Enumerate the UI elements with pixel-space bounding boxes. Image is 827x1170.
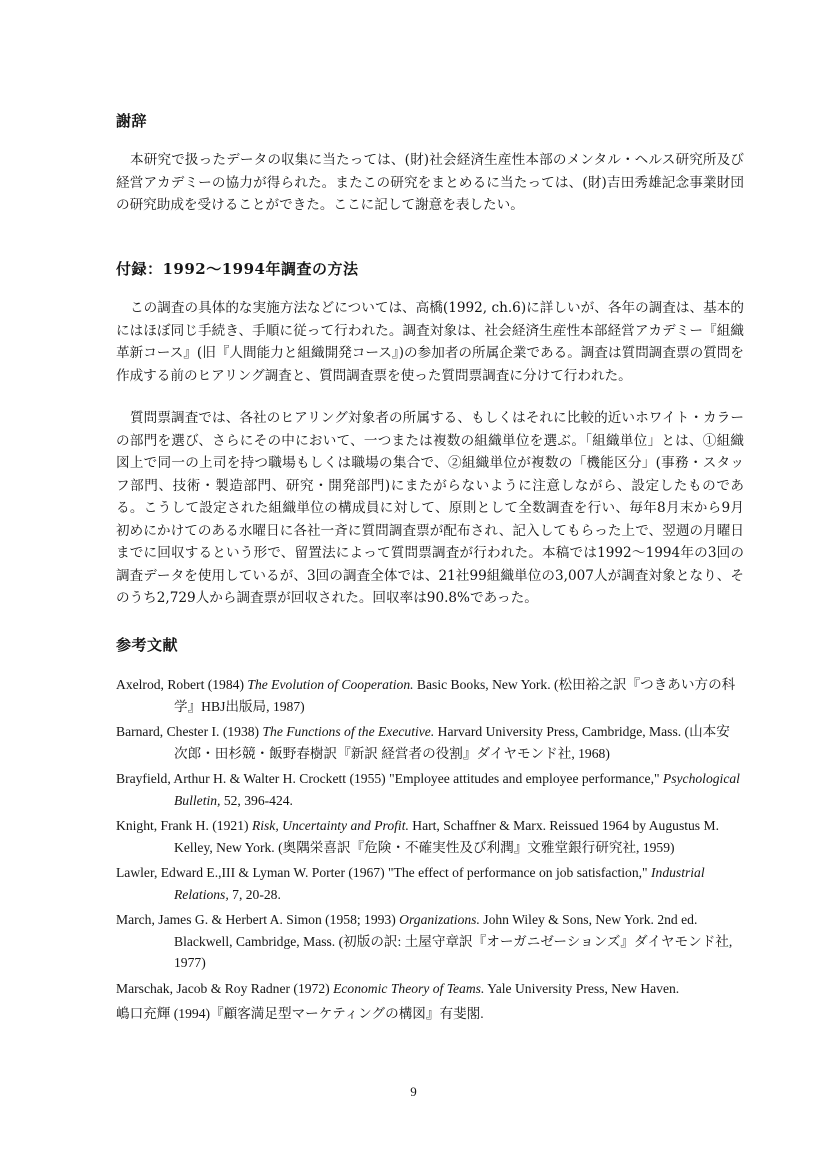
reference-text: 嶋口充輝 (1994)『顧客満足型マーケティングの構図』有斐閣. (116, 1006, 484, 1021)
reference-text: Marschak, Jacob & Roy Radner (1972) (116, 980, 334, 996)
reference-text: Lawler, Edward E.,III & Lyman W. Porter (1967) "The effect of performance on job satisfaction," (116, 865, 651, 880)
appendix-paragraph-1: この調査の具体的な実施方法などについては、高橋(1992, ch.6)に詳しいが、各年の調査は、基本的にはほぼ同じ手続き、手順に従って行われた。調査対象は、社会経済生産性本部経営アカデミー『組織革新コース』(旧『人間能力と組織開発コース』)の参加者の所属企業である。調査は質問調査票の質問を作成する前のヒアリング調査と、質問調査票を使った質問票調査に分けて行われた。 (116, 300, 744, 384)
reference-item (116, 721, 742, 764)
reference-text: Brayfield, Arthur H. & Walter H. Crockett (1955) "Employee attitudes and employee performance," (116, 771, 663, 786)
reference-item (116, 815, 742, 858)
reference-title: The Evolution of Cooperation. (247, 677, 414, 692)
appendix-paragraph-2: 質問票調査では、各社のヒアリング対象者の所属する、もしくはそれに比較的近いホワイト・カラーの部門を選び、さらにその中において、一つまたは複数の組織単位を選ぶ。「組織単位」とは、①組織図上で同一の上司を持つ職場もしくは職場の集合で、②組織単位が複数の「機能区分」(事務・スタッフ部門、技術・製造部門、研究・開発部門)にまたがらないように注意しながら、設定したものである。こうして設定された組織単位の構成員に対して、原則として全数調査を行い、毎年8月末から9月初めにかけてのある水曜日に各社一斉に質問調査票が配布され、記入してもらった上で、翌週の月曜日までに回収するという形で、留置法によって質問票調査が行われた。本稿では1992〜1994年の3回の調査データを使用しているが、3回の調査全体では、21社99組織単位の3,007人が調査対象となり、そのうち2,729人から調査票が回収された。回収率は90.8%であった。 (116, 410, 744, 606)
appendix-heading: 付録：1992〜1994年調査の方法 (116, 260, 359, 278)
reference-list (116, 674, 742, 1029)
references-heading: 参考文献 (116, 636, 179, 654)
reference-item (116, 1003, 742, 1025)
reference-text: Axelrod, Robert (1984) (116, 677, 248, 692)
reference-text: Knight, Frank H. (1921) (116, 818, 252, 833)
reference-text: March, James G. & Herbert A. Simon (1958; 1993) (116, 912, 400, 927)
reference-text: 7, 20-28. (228, 886, 281, 902)
reference-title: Industrial Relations, (174, 865, 705, 902)
reference-text: John Wiley & Sons, New York. 2nd ed. Blackwell, Cambridge, Mass. (初版の訳: 土屋守章訳『オーガニゼーションズ』ダイヤモンド社, 1977) (174, 912, 733, 970)
reference-title: Risk, Uncertainty and Profit. (251, 818, 409, 833)
reference-title: Psychological Bulletin, (174, 771, 740, 808)
reference-item (116, 909, 742, 974)
reference-text: 52, 396-424. (220, 792, 293, 808)
reference-item (116, 674, 742, 717)
reference-item (116, 978, 742, 1000)
reference-title: Organizations. (399, 912, 480, 927)
reference-title: Economic Theory of Teams. (333, 980, 485, 996)
reference-item (116, 768, 742, 811)
reference-item (116, 862, 742, 905)
reference-text: Hart, Schaffner & Marx. Reissued 1964 by Augustus M. Kelley, New York. (奥隅栄喜訳『危険・不確実性及び利潤』文雅堂銀行研究社, 1959) (174, 818, 719, 855)
page-number: 9 (410, 1084, 417, 1099)
reference-text: Harvard University Press, Cambridge, Mass. (山本安次郎・田杉競・飯野春樹訳『新訳 経営者の役割』ダイヤモンド社, 1968) (174, 724, 730, 761)
reference-text: Yale University Press, New Haven. (484, 980, 680, 996)
reference-title: The Functions of the Executive. (262, 724, 435, 739)
acknowledgement-paragraph: 本研究で扱ったデータの収集に当たっては、(財)社会経済生産性本部のメンタル・ヘルス研究所及び経営アカデミーの協力が得られた。またこの研究をまとめるに当たっては、(財)吉田秀雄記念事業財団の研究助成を受けることができた。ここに記して謝意を表したい。 (116, 152, 744, 213)
acknowledgement-heading: 謝辞 (116, 112, 148, 130)
reference-text: Barnard, Chester I. (1938) (116, 724, 263, 739)
reference-text: Basic Books, New York. (松田裕之訳『つきあい方の科学』HBJ出版局, 1987) (174, 677, 736, 714)
